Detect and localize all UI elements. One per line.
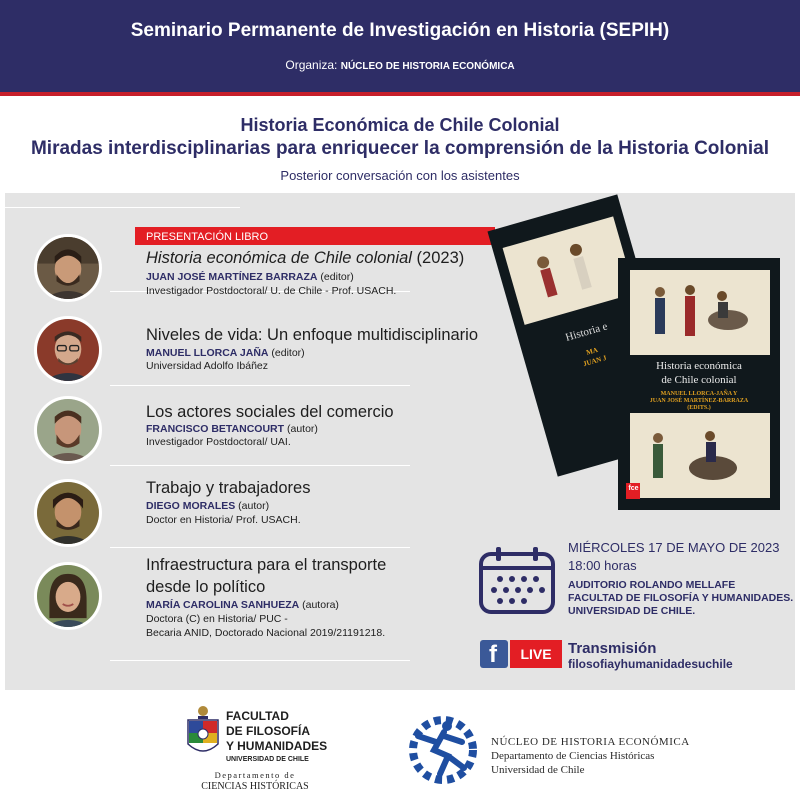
- organizer-label: Organiza:: [285, 58, 338, 72]
- book-authors: JUAN JOSÉ MARTÍNEZ-BARRAZA: [649, 398, 749, 404]
- header-banner: [0, 0, 800, 92]
- person-photo-icon: [37, 399, 99, 461]
- author-name: MANUEL LLORCA JAÑA: [146, 347, 269, 359]
- item-desc: Investigador Postdoctoral/ U. de Chile - Prof. USACH.: [146, 285, 397, 297]
- author-role: (autor): [235, 500, 270, 512]
- item-author: [146, 347, 305, 359]
- facebook-letter: f: [489, 641, 497, 668]
- gear-runner-icon: [404, 712, 482, 788]
- live-badge[interactable]: LIVE: [510, 640, 562, 668]
- department-label: Departamento de: [214, 770, 296, 780]
- author-role: (editor): [268, 347, 305, 359]
- item-desc: Doctor en Historia/ Prof. USACH.: [146, 514, 301, 526]
- event-note: Posterior conversación con los asistentes: [280, 168, 520, 183]
- nucleo-department: Departamento de Ciencias Históricas: [491, 750, 655, 762]
- event-venue: AUDITORIO ROLANDO MELLAFE: [568, 579, 736, 591]
- panel-divider: [110, 660, 410, 661]
- faculty-name: FACULTAD: [226, 709, 289, 723]
- book-authors: MANUEL LLORCA-JAÑA Y: [660, 391, 738, 397]
- event-date: MIÉRCOLES 17 DE MAYO DE 2023: [568, 540, 780, 555]
- panel-divider: [110, 547, 410, 548]
- presentation-tag: PRESENTACIÓN LIBRO: [135, 227, 495, 245]
- calendar-icon: [478, 546, 556, 616]
- header-divider: [0, 92, 800, 96]
- author-name: MARÍA CAROLINA SANHUEZA: [146, 599, 300, 611]
- nucleo-university: Universidad de Chile: [491, 764, 585, 776]
- stream-title: Transmisión: [568, 640, 657, 657]
- person-photo-icon: [37, 482, 99, 544]
- person-photo-icon: [37, 565, 99, 627]
- faculty-name: DE FILOSOFÍA: [226, 724, 310, 738]
- panel-divider: [110, 465, 410, 466]
- item-title: Niveles de vida: Un enfoque multidisciplinario: [146, 326, 479, 344]
- event-venue: FACULTAD DE FILOSOFÍA Y HUMANIDADES.: [568, 592, 794, 604]
- author-role: (editor): [317, 271, 354, 283]
- item-desc: Investigador Postdoctoral/ UAI.: [146, 436, 291, 448]
- person-photo-icon: [37, 319, 99, 381]
- stream-handle[interactable]: filosofiayhumanidadesuchile: [568, 657, 733, 671]
- header-organizer: [0, 58, 800, 72]
- facebook-icon[interactable]: [480, 640, 508, 668]
- item-title: [146, 249, 464, 268]
- item-author: [146, 271, 354, 283]
- faculty-name: Y HUMANIDADES: [226, 739, 328, 753]
- item-author: [146, 423, 318, 435]
- event-time: 18:00 horas: [568, 558, 637, 573]
- item-title: Los actores sociales del comercio: [146, 403, 394, 421]
- book-title: de Chile colonial: [661, 374, 737, 386]
- university-shield-icon: [186, 704, 220, 766]
- item-desc: Universidad Adolfo Ibáñez: [146, 360, 268, 372]
- book-back-author: MA: [585, 345, 599, 357]
- university-name: UNIVERSIDAD DE CHILE: [226, 756, 309, 763]
- author-role: (autora): [299, 599, 339, 611]
- author-name: JUAN JOSÉ MARTÍNEZ BARRAZA: [146, 271, 318, 283]
- book-year: (2023): [411, 249, 465, 267]
- panel-divider: [5, 207, 240, 208]
- book-authors: (EDITS.): [687, 405, 711, 411]
- avatar: [34, 479, 102, 547]
- author-role: (autor): [284, 423, 318, 435]
- avatar: [34, 396, 102, 464]
- book-back-author: JUAN J: [582, 353, 608, 369]
- book-cover: [618, 258, 780, 510]
- avatar: [34, 316, 102, 384]
- book-title: Historia económica de Chile colonial: [146, 249, 412, 267]
- item-title: Infraestructura para el transporte: [146, 556, 387, 574]
- header-title: Seminario Permanente de Investigación en Historia (SEPIH): [130, 20, 670, 41]
- author-name: DIEGO MORALES: [146, 500, 236, 512]
- item-title: Trabajo y trabajadores: [146, 479, 311, 497]
- event-title: Historia Económica de Chile Colonial: [240, 115, 560, 135]
- event-subtitle-heading: Miradas interdisciplinarias para enriquecer la comprensión de la Historia Colonial: [30, 138, 770, 159]
- item-author: [146, 599, 339, 611]
- nucleo-name: NÚCLEO DE HISTORIA ECONÓMICA: [491, 736, 690, 748]
- author-name: FRANCISCO BETANCOURT: [146, 423, 285, 435]
- item-title: desde lo político: [146, 578, 266, 596]
- panel-divider: [110, 385, 410, 386]
- publisher-logo: fce: [628, 485, 639, 492]
- avatar: [34, 234, 102, 302]
- book-title: Historia económica: [656, 360, 742, 372]
- book-back-title: Historia e: [564, 320, 609, 344]
- department-name: CIENCIAS HISTÓRICAS: [201, 781, 309, 792]
- item-author: [146, 500, 269, 512]
- item-desc: Doctora (C) en Historia/ PUC -: [146, 613, 288, 625]
- organizer-name: NÚCLEO DE HISTORIA ECONÓMICA: [340, 61, 515, 72]
- person-photo-icon: [37, 237, 99, 299]
- item-desc: Becaria ANID, Doctorado Nacional 2019/21191218.: [146, 627, 386, 639]
- avatar: [34, 562, 102, 630]
- event-venue: UNIVERSIDAD DE CHILE.: [568, 605, 696, 617]
